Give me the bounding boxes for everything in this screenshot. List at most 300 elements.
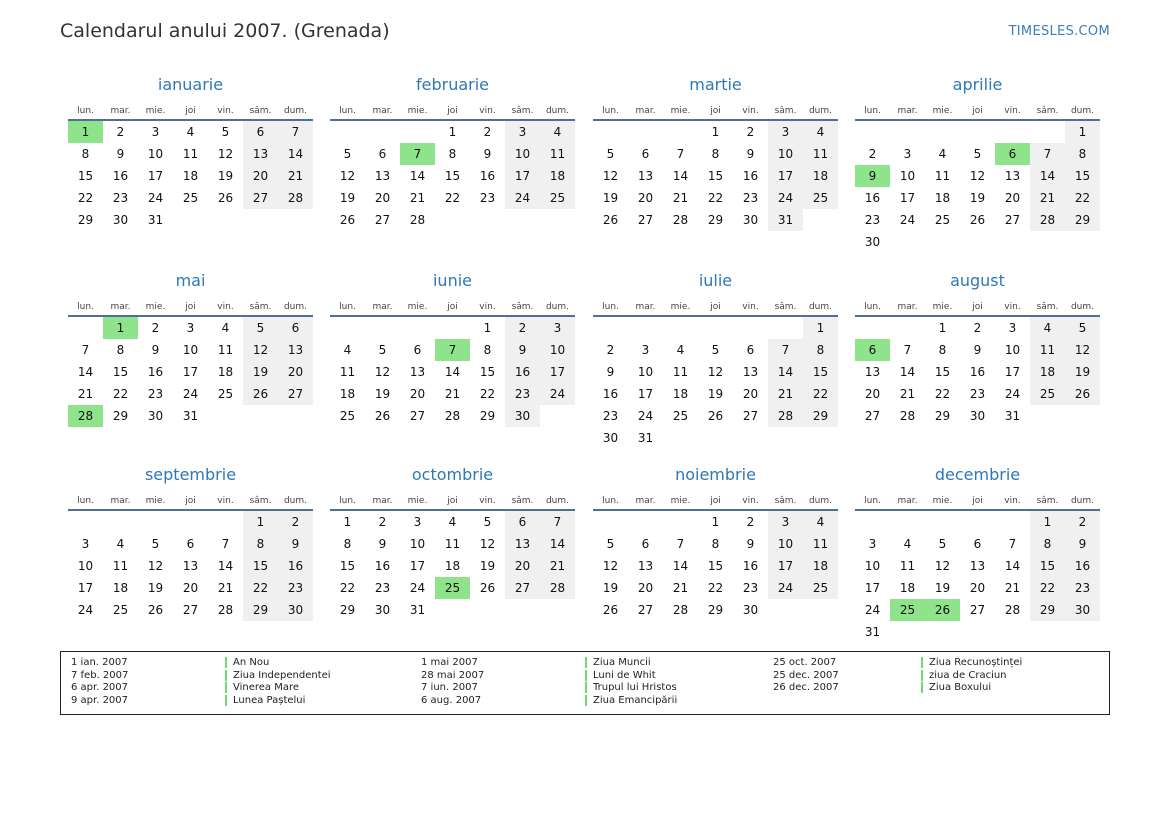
day-cell: 11: [540, 143, 575, 165]
day-cell: 23: [742, 191, 759, 205]
weekday-label: mie.: [145, 496, 166, 506]
day-cell: 5: [378, 343, 387, 357]
day-cell: 4: [221, 321, 230, 335]
day-cell: 27: [409, 409, 426, 423]
day-cell: 7: [768, 339, 803, 361]
day-cell: 4: [116, 537, 125, 551]
day-cell: 7: [1030, 143, 1065, 165]
legend-date: 7 feb. 2007: [71, 669, 129, 681]
day-cell: 24: [182, 387, 199, 401]
day-cell: 29: [77, 213, 94, 227]
day-cell: 5: [938, 537, 947, 551]
day-cell: 18: [803, 165, 838, 187]
day-cell: 29: [243, 599, 278, 621]
day-cell: 3: [641, 343, 650, 357]
weekday-label: mar.: [110, 496, 131, 506]
day-cell: 11: [112, 559, 129, 573]
weekday-label: sâm.: [774, 106, 797, 116]
day-cell: 18: [540, 165, 575, 187]
day-cell: 10: [182, 343, 199, 357]
legend-holiday-name: Luni de Whit: [585, 670, 656, 681]
day-cell: 10: [505, 143, 540, 165]
day-cell: 4: [343, 343, 352, 357]
day-cell: 10: [540, 339, 575, 361]
day-cell: 5: [151, 537, 160, 551]
day-cell: 28: [768, 405, 803, 427]
day-cell: 31: [182, 409, 199, 423]
day-cell: 3: [903, 147, 912, 161]
day-cell: 22: [934, 387, 951, 401]
day-cell: 8: [1030, 533, 1065, 555]
day-cell: 12: [147, 559, 164, 573]
day-cell: 2: [505, 317, 540, 339]
day-cell: 21: [540, 555, 575, 577]
day-cell: 23: [864, 213, 881, 227]
day-cell: 4: [448, 515, 457, 529]
day-cell: 16: [112, 169, 129, 183]
day-cell: 13: [243, 143, 278, 165]
day-cell: 25: [112, 603, 129, 617]
day-cell: 3: [151, 125, 160, 139]
day-cell: 5: [711, 343, 720, 357]
weekday-label: joi: [972, 496, 983, 506]
day-cell: 10: [637, 365, 654, 379]
day-cell: 29: [1030, 599, 1065, 621]
day-cell: 8: [803, 339, 838, 361]
day-cell: 11: [803, 143, 838, 165]
day-cell: 17: [768, 165, 803, 187]
legend-holiday-name: Vinerea Mare: [225, 682, 299, 693]
weekday-label: joi: [447, 496, 458, 506]
day-cell: 25: [803, 577, 838, 599]
day-cell: 21: [672, 581, 689, 595]
weekday-label: joi: [185, 496, 196, 506]
weekday-label: mie.: [932, 302, 953, 312]
day-cell: 6: [973, 537, 982, 551]
day-cell: 28: [1030, 209, 1065, 231]
weekday-label: dum.: [808, 302, 833, 312]
day-cell: 19: [602, 581, 619, 595]
weekday-label: joi: [185, 302, 196, 312]
holiday-day-cell: 7: [400, 143, 435, 165]
day-cell: 31: [147, 213, 164, 227]
day-cell: 1: [1030, 511, 1065, 533]
day-cell: 17: [899, 191, 916, 205]
day-cell: 23: [602, 409, 619, 423]
day-cell: 25: [217, 387, 234, 401]
day-cell: 29: [707, 213, 724, 227]
day-cell: 23: [147, 387, 164, 401]
day-cell: 1: [343, 515, 352, 529]
day-cell: 6: [278, 317, 313, 339]
day-cell: 17: [409, 559, 426, 573]
weekday-label: sâm.: [1036, 496, 1059, 506]
day-cell: 2: [483, 125, 492, 139]
day-cell: 19: [969, 191, 986, 205]
day-cell: 21: [77, 387, 94, 401]
day-cell: 12: [479, 537, 496, 551]
day-cell: 17: [768, 555, 803, 577]
legend-date: 9 apr. 2007: [71, 695, 129, 707]
month-divider: [855, 119, 1100, 121]
day-cell: 30: [278, 599, 313, 621]
weekday-label: vin.: [479, 302, 496, 312]
weekday-label: mar.: [635, 302, 656, 312]
day-cell: 14: [1004, 559, 1021, 573]
weekday-label: sâm.: [511, 496, 534, 506]
day-cell: 10: [77, 559, 94, 573]
day-cell: 26: [217, 191, 234, 205]
day-cell: 20: [742, 387, 759, 401]
day-cell: 8: [1065, 143, 1100, 165]
day-cell: 2: [1065, 511, 1100, 533]
day-cell: 18: [672, 387, 689, 401]
day-cell: 1: [448, 125, 457, 139]
month-name: iunie: [432, 271, 472, 290]
weekday-label: lun.: [864, 106, 881, 116]
day-cell: 19: [217, 169, 234, 183]
weekday-label: sâm.: [249, 496, 272, 506]
day-cell: 26: [969, 213, 986, 227]
weekday-label: vin.: [1004, 106, 1021, 116]
day-cell: 8: [711, 537, 720, 551]
day-cell: 20: [637, 191, 654, 205]
day-cell: 6: [413, 343, 422, 357]
day-cell: 27: [742, 409, 759, 423]
weekday-label: joi: [447, 302, 458, 312]
weekday-label: mie.: [932, 496, 953, 506]
day-cell: 7: [81, 343, 90, 357]
day-cell: 30: [505, 405, 540, 427]
day-cell: 29: [707, 603, 724, 617]
day-cell: 31: [637, 431, 654, 445]
weekday-label: lun.: [339, 106, 356, 116]
day-cell: 28: [278, 187, 313, 209]
day-cell: 6: [505, 511, 540, 533]
legend-holiday-name: Ziua Emancipării: [585, 695, 677, 706]
legend-holiday-name: Trupul lui Hristos: [585, 682, 677, 693]
day-cell: 7: [540, 511, 575, 533]
day-cell: 30: [1065, 599, 1100, 621]
day-cell: 12: [374, 365, 391, 379]
day-cell: 27: [1004, 213, 1021, 227]
day-cell: 26: [479, 581, 496, 595]
day-cell: 28: [672, 213, 689, 227]
day-cell: 26: [602, 603, 619, 617]
day-cell: 24: [899, 213, 916, 227]
holiday-day-cell: 6: [995, 143, 1030, 165]
day-cell: 27: [278, 383, 313, 405]
day-cell: 17: [147, 169, 164, 183]
day-cell: 7: [676, 147, 685, 161]
day-cell: 23: [278, 577, 313, 599]
weekday-label: mie.: [670, 302, 691, 312]
day-cell: 29: [112, 409, 129, 423]
holiday-day-cell: 26: [925, 599, 960, 621]
day-cell: 15: [1065, 165, 1100, 187]
day-cell: 13: [374, 169, 391, 183]
brand-link[interactable]: TIMESLES.COM: [1008, 24, 1110, 39]
day-cell: 7: [278, 121, 313, 143]
day-cell: 25: [540, 187, 575, 209]
day-cell: 28: [672, 603, 689, 617]
weekday-label: vin.: [742, 106, 759, 116]
day-cell: 17: [505, 165, 540, 187]
weekday-label: dum.: [1070, 302, 1095, 312]
weekday-label: joi: [447, 106, 458, 116]
day-cell: 10: [409, 537, 426, 551]
day-cell: 21: [278, 165, 313, 187]
day-cell: 14: [540, 533, 575, 555]
day-cell: 4: [1030, 317, 1065, 339]
holiday-day-cell: 1: [103, 317, 138, 339]
holiday-day-cell: 28: [68, 405, 103, 427]
day-cell: 18: [339, 387, 356, 401]
day-cell: 10: [147, 147, 164, 161]
weekday-label: lun.: [864, 302, 881, 312]
day-cell: 2: [151, 321, 160, 335]
day-cell: 9: [483, 147, 492, 161]
month-name: februarie: [415, 75, 490, 94]
day-cell: 9: [606, 365, 615, 379]
day-cell: 9: [746, 537, 755, 551]
day-cell: 4: [676, 343, 685, 357]
day-cell: 17: [864, 581, 881, 595]
day-cell: 22: [479, 387, 496, 401]
weekday-label: dum.: [545, 106, 570, 116]
month-name: martie: [689, 75, 742, 94]
weekday-label: mie.: [407, 496, 428, 506]
day-cell: 11: [934, 169, 951, 183]
day-cell: 13: [505, 533, 540, 555]
month-name: octombrie: [411, 465, 494, 484]
weekday-label: sâm.: [511, 106, 534, 116]
day-cell: 31: [409, 603, 426, 617]
day-cell: 23: [1065, 577, 1100, 599]
day-cell: 20: [505, 555, 540, 577]
day-cell: 11: [444, 537, 461, 551]
day-cell: 22: [707, 581, 724, 595]
day-cell: 20: [864, 387, 881, 401]
day-cell: 25: [182, 191, 199, 205]
day-cell: 9: [1065, 533, 1100, 555]
day-cell: 28: [1004, 603, 1021, 617]
day-cell: 3: [868, 537, 877, 551]
day-cell: 11: [672, 365, 689, 379]
weekday-label: mar.: [110, 106, 131, 116]
weekday-label: dum.: [808, 106, 833, 116]
day-cell: 5: [606, 537, 615, 551]
day-cell: 13: [742, 365, 759, 379]
day-cell: 15: [479, 365, 496, 379]
weekday-label: lun.: [339, 496, 356, 506]
weekday-label: lun.: [864, 496, 881, 506]
day-cell: 14: [768, 361, 803, 383]
day-cell: 15: [112, 365, 129, 379]
month-divider: [593, 315, 838, 317]
weekday-label: vin.: [217, 496, 234, 506]
day-cell: 22: [707, 191, 724, 205]
day-cell: 16: [864, 191, 881, 205]
day-cell: 15: [444, 169, 461, 183]
page-title: Calendarul anului 2007. (Grenada): [60, 20, 390, 42]
weekday-label: joi: [972, 302, 983, 312]
weekday-label: sâm.: [511, 302, 534, 312]
day-cell: 3: [1008, 321, 1017, 335]
weekday-label: dum.: [283, 302, 308, 312]
day-cell: 5: [483, 515, 492, 529]
day-cell: 2: [868, 147, 877, 161]
day-cell: 26: [1065, 383, 1100, 405]
weekday-label: mie.: [145, 106, 166, 116]
day-cell: 14: [278, 143, 313, 165]
day-cell: 27: [864, 409, 881, 423]
day-cell: 1: [1065, 121, 1100, 143]
day-cell: 7: [903, 343, 912, 357]
day-cell: 7: [221, 537, 230, 551]
weekday-label: dum.: [545, 496, 570, 506]
day-cell: 22: [803, 383, 838, 405]
day-cell: 14: [672, 169, 689, 183]
holiday-day-cell: 25: [890, 599, 925, 621]
day-cell: 2: [606, 343, 615, 357]
day-cell: 17: [540, 361, 575, 383]
weekday-label: sâm.: [249, 106, 272, 116]
day-cell: 18: [934, 191, 951, 205]
day-cell: 31: [1004, 409, 1021, 423]
day-cell: 26: [243, 383, 278, 405]
day-cell: 30: [602, 431, 619, 445]
day-cell: 14: [1030, 165, 1065, 187]
day-cell: 20: [969, 581, 986, 595]
day-cell: 6: [378, 147, 387, 161]
weekday-label: joi: [710, 496, 721, 506]
day-cell: 26: [707, 409, 724, 423]
day-cell: 24: [147, 191, 164, 205]
day-cell: 14: [899, 365, 916, 379]
day-cell: 25: [803, 187, 838, 209]
weekday-label: joi: [710, 302, 721, 312]
day-cell: 5: [221, 125, 230, 139]
holiday-day-cell: 1: [68, 121, 103, 143]
day-cell: 15: [707, 169, 724, 183]
day-cell: 20: [182, 581, 199, 595]
day-cell: 24: [77, 603, 94, 617]
weekday-label: lun.: [602, 302, 619, 312]
holiday-day-cell: 6: [855, 339, 890, 361]
day-cell: 3: [413, 515, 422, 529]
day-cell: 23: [742, 581, 759, 595]
day-cell: 26: [147, 603, 164, 617]
weekday-label: sâm.: [249, 302, 272, 312]
day-cell: 12: [339, 169, 356, 183]
holiday-legend: [60, 651, 1110, 715]
legend-date: 25 oct. 2007: [773, 657, 837, 668]
day-cell: 22: [339, 581, 356, 595]
weekday-label: mar.: [635, 106, 656, 116]
day-cell: 27: [637, 213, 654, 227]
day-cell: 2: [116, 125, 125, 139]
day-cell: 9: [278, 533, 313, 555]
day-cell: 2: [973, 321, 982, 335]
weekday-label: vin.: [742, 496, 759, 506]
weekday-label: lun.: [602, 496, 619, 506]
day-cell: 11: [899, 559, 916, 573]
day-cell: 8: [938, 343, 947, 357]
day-cell: 23: [505, 383, 540, 405]
day-cell: 8: [343, 537, 352, 551]
day-cell: 4: [903, 537, 912, 551]
month-name: aprilie: [952, 75, 1003, 94]
weekday-label: dum.: [1070, 496, 1095, 506]
day-cell: 1: [711, 125, 720, 139]
day-cell: 10: [768, 143, 803, 165]
day-cell: 25: [1030, 383, 1065, 405]
day-cell: 29: [339, 603, 356, 617]
weekday-label: vin.: [1004, 496, 1021, 506]
day-cell: 24: [768, 577, 803, 599]
day-cell: 19: [243, 361, 278, 383]
day-cell: 16: [479, 169, 496, 183]
day-cell: 28: [540, 577, 575, 599]
day-cell: 9: [973, 343, 982, 357]
weekday-label: dum.: [808, 496, 833, 506]
day-cell: 30: [969, 409, 986, 423]
day-cell: 20: [409, 387, 426, 401]
day-cell: 26: [374, 409, 391, 423]
day-cell: 15: [339, 559, 356, 573]
day-cell: 5: [973, 147, 982, 161]
month-name: septembrie: [144, 465, 237, 484]
day-cell: 23: [112, 191, 129, 205]
legend-date: 25 dec. 2007: [773, 669, 839, 681]
day-cell: 10: [768, 533, 803, 555]
weekday-label: joi: [185, 106, 196, 116]
day-cell: 2: [746, 515, 755, 529]
day-cell: 16: [742, 169, 759, 183]
day-cell: 2: [746, 125, 755, 139]
day-cell: 13: [637, 559, 654, 573]
day-cell: 17: [182, 365, 199, 379]
day-cell: 4: [938, 147, 947, 161]
day-cell: 10: [864, 559, 881, 573]
day-cell: 30: [147, 409, 164, 423]
day-cell: 4: [186, 125, 195, 139]
day-cell: 10: [899, 169, 916, 183]
weekday-label: mar.: [110, 302, 131, 312]
legend-holiday-name: Lunea Paștelui: [225, 695, 305, 706]
day-cell: 8: [243, 533, 278, 555]
weekday-label: lun.: [77, 106, 94, 116]
day-cell: 17: [77, 581, 94, 595]
weekday-label: mar.: [372, 302, 393, 312]
day-cell: 26: [339, 213, 356, 227]
day-cell: 27: [505, 577, 540, 599]
day-cell: 21: [1030, 187, 1065, 209]
weekday-label: mar.: [372, 496, 393, 506]
day-cell: 23: [969, 387, 986, 401]
month-name: mai: [175, 271, 206, 290]
day-cell: 20: [243, 165, 278, 187]
day-cell: 16: [742, 559, 759, 573]
day-cell: 14: [409, 169, 426, 183]
day-cell: 20: [374, 191, 391, 205]
day-cell: 22: [444, 191, 461, 205]
day-cell: 19: [707, 387, 724, 401]
month-name: ianuarie: [157, 75, 224, 94]
weekday-label: lun.: [77, 496, 94, 506]
day-cell: 22: [1030, 577, 1065, 599]
